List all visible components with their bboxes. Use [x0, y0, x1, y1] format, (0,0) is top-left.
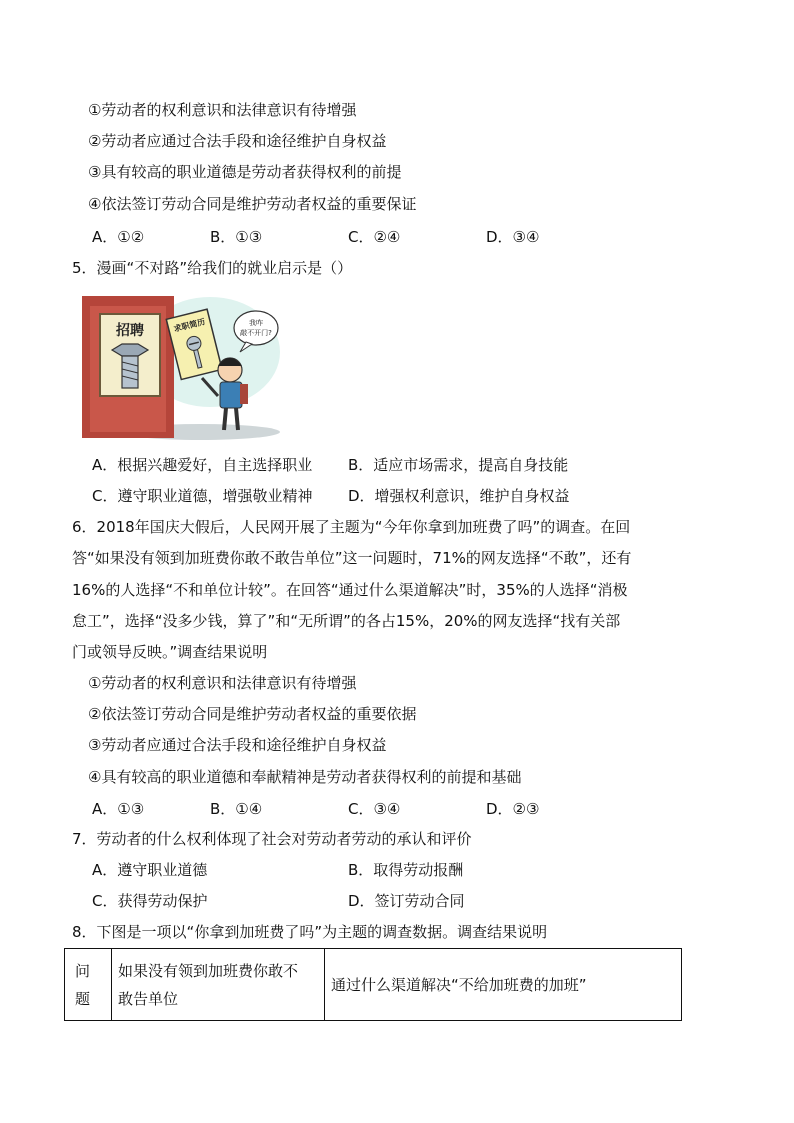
- table-row: [65, 949, 682, 1021]
- statement-3: ③劳动者应通过合法手段和途径维护自身权益: [88, 736, 387, 754]
- option-d[interactable]: D．②③: [486, 800, 540, 818]
- option-c[interactable]: C．②④: [348, 228, 401, 246]
- survey-table: [64, 948, 682, 1021]
- question-6-line-2: 答“如果没有领到加班费你敢不敢告单位”这一问题时，71%的网友选择“不敢”，还有: [72, 549, 632, 567]
- question-8-stem: 8．下图是一项以“你拿到加班费了吗”为主题的调查数据。调查结果说明: [72, 923, 548, 941]
- option-b[interactable]: B．①③: [210, 228, 263, 246]
- statement-2: ②劳动者应通过合法手段和途径维护自身权益: [88, 132, 387, 150]
- option-c[interactable]: C．获得劳动保护: [92, 892, 208, 910]
- table-cell-question-1: [112, 949, 325, 1021]
- option-c[interactable]: C．③④: [348, 800, 401, 818]
- option-a[interactable]: A．遵守职业道德: [92, 861, 208, 879]
- option-d[interactable]: D．签订劳动合同: [348, 892, 465, 910]
- question-5-stem: 5．漫画“不对路”给我们的就业启示是（）: [72, 259, 353, 277]
- cell-line: 问: [75, 961, 91, 980]
- option-c[interactable]: C．遵守职业道德，增强敬业精神: [92, 487, 313, 505]
- statement-3: ③具有较高的职业道德是劳动者获得权利的前提: [88, 163, 402, 181]
- statement-1: ①劳动者的权利意识和法律意识有待增强: [88, 101, 357, 119]
- question-6-line-1: 6．2018年国庆大假后，人民网开展了主题为“今年你拿到加班费了吗”的调查。在回: [72, 518, 631, 536]
- cell-line: 题: [75, 989, 91, 1008]
- option-a[interactable]: A．①③: [92, 800, 145, 818]
- option-b[interactable]: B．适应市场需求，提高自身技能: [348, 456, 569, 474]
- bubble-line-1: 我咋: [249, 319, 263, 327]
- table-cell-question-label: [65, 949, 112, 1021]
- table-cell-question-2: 通过什么渠道解决“不给加班费的加班”: [325, 949, 682, 1021]
- question-7-stem: 7．劳动者的什么权利体现了社会对劳动者劳动的承认和评价: [72, 830, 472, 848]
- cell-line: 敢告单位: [118, 989, 179, 1008]
- question-6-line-4: 怠工”，选择“没多少钱，算了”和“无所谓”的各占15%，20%的网友选择“找有关部: [72, 612, 621, 630]
- option-d[interactable]: D．③④: [486, 228, 540, 246]
- sign-text: 招聘: [116, 323, 144, 339]
- option-b[interactable]: B．①④: [210, 800, 263, 818]
- bubble-line-2: 敲不开门?: [240, 329, 272, 337]
- statement-4: ④具有较高的职业道德和奉献精神是劳动者获得权利的前提和基础: [88, 768, 522, 786]
- option-a[interactable]: A．根据兴趣爱好，自主选择职业: [92, 456, 313, 474]
- question-6-line-5: 门或领导反映。”调查结果说明: [72, 643, 268, 661]
- cartoon-image: [80, 292, 280, 440]
- option-b[interactable]: B．取得劳动报酬: [348, 861, 464, 879]
- resume-board-text: 求职简历: [172, 317, 207, 334]
- statement-2: ②依法签订劳动合同是维护劳动者权益的重要依据: [88, 705, 417, 723]
- statement-4: ④依法签订劳动合同是维护劳动者权益的重要保证: [88, 195, 417, 213]
- cell-line: 如果没有领到加班费你敢不: [118, 961, 299, 980]
- option-d[interactable]: D．增强权利意识，维护自身权益: [348, 487, 570, 505]
- question-6-line-3: 16%的人选择“不和单位计较”。在回答“通过什么渠道解决”时，35%的人选择“消极: [72, 581, 628, 599]
- option-a[interactable]: A．①②: [92, 228, 145, 246]
- statement-1: ①劳动者的权利意识和法律意识有待增强: [88, 674, 357, 692]
